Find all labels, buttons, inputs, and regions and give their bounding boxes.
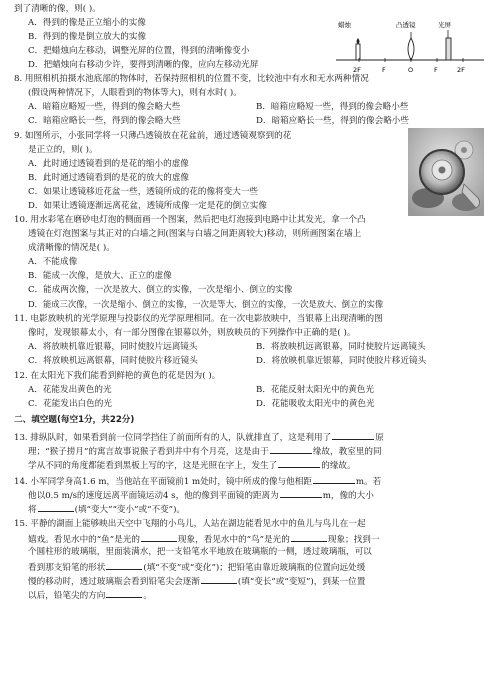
section-fill-in-header: 二、填空题(每空1分，共22分) <box>14 415 135 425</box>
answer-blank[interactable] <box>270 444 312 454</box>
answer-blank[interactable] <box>332 430 374 440</box>
answer-blank[interactable] <box>280 488 322 498</box>
flower-center <box>461 147 467 153</box>
q10-option-b: B．能成一次像，是放大、正立的虚像 <box>28 271 172 281</box>
q13-text-2b: 缘故，教室里的同 <box>312 447 382 457</box>
q15-line-6 <box>28 588 484 602</box>
q14-line-3 <box>28 502 484 516</box>
answer-blank[interactable] <box>201 574 237 584</box>
q15-line-4 <box>28 560 484 574</box>
q12-option-c: C．花能发出白色的光 <box>28 399 112 409</box>
magnified-flower-center <box>439 167 446 174</box>
tick-label-2f-right: 2F <box>457 66 465 74</box>
candle-icon <box>356 44 360 60</box>
q9-line-1: 9. 如图所示，小张同学将一只薄凸透镜放在花盆前，通过透镜观察到的花 <box>14 131 292 141</box>
lens-flower-photo-image <box>408 128 484 216</box>
answer-blank[interactable] <box>106 560 142 570</box>
q9-option-a: A．此时通过透镜看到的是花的缩小的虚像 <box>28 159 189 169</box>
q9-lens-flower-photo <box>408 128 484 216</box>
q13-text-3b: 的缘故。 <box>321 461 356 471</box>
q11-line-2: 像时，发现银幕太小，有一部分图像在银幕以外，则放映员的下列操作中正确的是( )。 <box>28 328 356 338</box>
q11-option-c: C．将放映机远离银幕，同时使胶片移近镜头 <box>28 356 198 366</box>
q14-text-2b: m，像的大小 <box>322 491 374 501</box>
q14-text-1a: 14. 小军同学身高1.6 m，当他站在平面镜前1 m处时，镜中所成的像与他相距 <box>14 477 312 487</box>
tick-label-o: O <box>408 66 414 74</box>
q15-text-2a: 嬉戏。看见水中的“鱼”是光的 <box>28 535 140 545</box>
q9-option-d: D．如果让透镜逐渐远离花盆，透镜所成像一定是花的倒立实像 <box>28 201 267 211</box>
lens-label: 凸透镜 <box>396 21 416 29</box>
q8-option-b: B．暗箱应略短一些，得到的像会略小些 <box>256 102 409 112</box>
q11-option-b: B．将放映机远离银幕，同时使胶片远离镜头 <box>256 342 426 352</box>
q15-text-6a: 以后，铅笔尖的方向 <box>28 591 106 601</box>
q12-option-d: D．花能吸收太阳光中的黄色光 <box>256 399 375 409</box>
q7-stem: 到了清晰的像，则( )。 <box>14 4 101 14</box>
q7-optical-bench-figure <box>334 18 486 78</box>
optical-bench-diagram <box>334 18 486 78</box>
q11-option-a: A．将放映机靠近银幕，同时使胶片远离镜头 <box>28 342 198 352</box>
q7-option-a: A．得到的像是正立缩小的实像 <box>28 18 146 28</box>
q8-option-a: A．暗箱应略短一些，得到的像会略大些 <box>28 102 181 112</box>
light-screen-icon <box>446 38 451 60</box>
q15-line-1: 15. 平静的湖面上能够映出天空中飞翔的小鸟儿，人站在湖边能看见水中的鱼儿与鸟儿在一起 <box>14 519 366 529</box>
q14-text-1b: m。若 <box>355 477 382 487</box>
q14-text-2a: 他以0.5 m/s的速度远离平面镜运动4 s，他的像到平面镜的距离为 <box>28 491 279 501</box>
q12-line-1: 12. 在太阳光下我们能看到鲜艳的黄色的花是因为( )。 <box>14 371 221 381</box>
q13-line-1 <box>14 430 484 444</box>
q10-option-a: A．不能成像 <box>28 257 78 267</box>
q15-text-5b: (填“变长”或“变短”)，到某一位置 <box>237 577 366 587</box>
answer-blank[interactable] <box>291 532 327 542</box>
q9-option-b: B．此时通过透镜看到的是花的放大的虚像 <box>28 173 190 183</box>
q13-line-3 <box>28 458 484 472</box>
q15-text-5a: 慢的移动时，透过玻璃瓶会看到铅笔尖会逐渐 <box>28 577 200 587</box>
q8-line-1: 8. 用照相机拍摄水池底部的物体时，若保持照相机的位置不变，比较池中有水和无水两种情况 <box>14 74 369 84</box>
answer-blank[interactable] <box>38 502 74 512</box>
q10-option-c: C．能成两次像，一次是放大、倒立的实像，一次是缩小、倒立的实像 <box>28 285 293 295</box>
q7-option-c: C．把蜡烛向左移动，调整光屏的位置，得到的清晰像变小 <box>28 46 250 56</box>
q14-line-2 <box>28 488 484 502</box>
q13-text-1b: 原 <box>375 433 384 443</box>
q15-text-6b: 。 <box>143 591 152 601</box>
candle-label: 蜡烛 <box>338 21 351 29</box>
answer-blank[interactable] <box>141 532 177 542</box>
q14-line-1 <box>14 474 484 488</box>
q15-text-4b: (填“不变”或“变化”)；把铅笔由靠近玻璃瓶的位置向远处缓 <box>143 563 366 573</box>
q10-line-3: 成清晰像的情况是( )。 <box>28 243 115 253</box>
q13-text-3a: 学从不同的角度都能看到黑板上写的字，这是光照在字上，发生了 <box>28 461 278 471</box>
q14-text-3a: 将 <box>28 505 37 515</box>
q9-line-2: 是正立的，则( )。 <box>28 145 98 155</box>
q10-option-d: D．能成三次像，一次是缩小、倒立的实像，一次是等大、倒立的实像，一次是放大、倒立的实像 <box>28 299 384 309</box>
q11-line-1: 11. 电影放映机的光学原理与投影仪的光学原理相同。在一次电影放映中，当银幕上出现清晰的图 <box>14 314 383 324</box>
q13-text-2a: 理；“猴子捞月”的寓言故事说猴子看到井中有个月亮，这是由于 <box>28 447 269 457</box>
q13-text-1a: 13. 排纵队时，如果看到前一位同学挡住了前面所有的人，队就排直了，这是利用了 <box>14 433 332 443</box>
q8-option-d: D．暗箱应略长一些，得到的像会略小些 <box>256 116 409 126</box>
q15-text-4a: 看到那支铅笔的形状 <box>28 563 106 573</box>
flame-icon <box>357 38 360 44</box>
convex-lens-icon <box>408 38 414 60</box>
q10-line-2: 透镜在灯泡图案与其正对的白墙之间(图案与白墙之间距离较大)移动，则所画图案在墙上 <box>28 229 362 239</box>
q13-line-2 <box>28 444 484 458</box>
q15-text-2b: 现象，看见水中的“鸟”是光的 <box>177 535 290 545</box>
q8-option-c: C．暗箱应略长一些，得到的像会略大些 <box>28 116 181 126</box>
q14-text-3b: (填“变大”“变小”或“不变”)。 <box>74 505 186 515</box>
q7-option-b: B．得到的像是倒立放大的实像 <box>28 32 147 42</box>
q15-line-2 <box>28 532 484 546</box>
tick-label-f-right: F <box>434 66 438 74</box>
q12-option-b: B．花能反射太阳光中的黄色光 <box>256 385 375 395</box>
q7-option-d: D．把蜡烛向右移动少许，要得到清晰的像，应向左移动光屏 <box>28 60 259 70</box>
answer-blank[interactable] <box>106 588 142 598</box>
q15-text-2c: 现象；找到一 <box>327 535 380 545</box>
q10-line-1: 10. 用水彩笔在磨砂电灯泡的侧面画一个图案，然后把电灯泡接到电路中让其发光，拿一个凸 <box>14 215 366 225</box>
screen-label: 光屏 <box>438 21 451 29</box>
q15-line-3: 个圆柱形的玻璃瓶，里面装满水，把一支铅笔水平地放在玻璃瓶的一侧，透过玻璃瓶，可以 <box>28 547 372 557</box>
q12-option-a: A．花能发出黄色的光 <box>28 385 112 395</box>
tick-label-f-left: F <box>382 66 386 74</box>
answer-blank[interactable] <box>313 474 355 484</box>
q15-line-5 <box>28 574 484 588</box>
answer-blank[interactable] <box>278 458 320 468</box>
q11-option-d: D．将放映机靠近银幕，同时使胶片移近镜头 <box>256 356 427 366</box>
q8-line-2: (假设两种情况下，人眼看到的物体等大)，则有水时( )。 <box>28 88 242 98</box>
q9-option-c: C．如果让透镜移近花盆一些，透镜所成的花的像将变大一些 <box>28 187 259 197</box>
tick-label-2f-left: 2F <box>353 66 361 74</box>
